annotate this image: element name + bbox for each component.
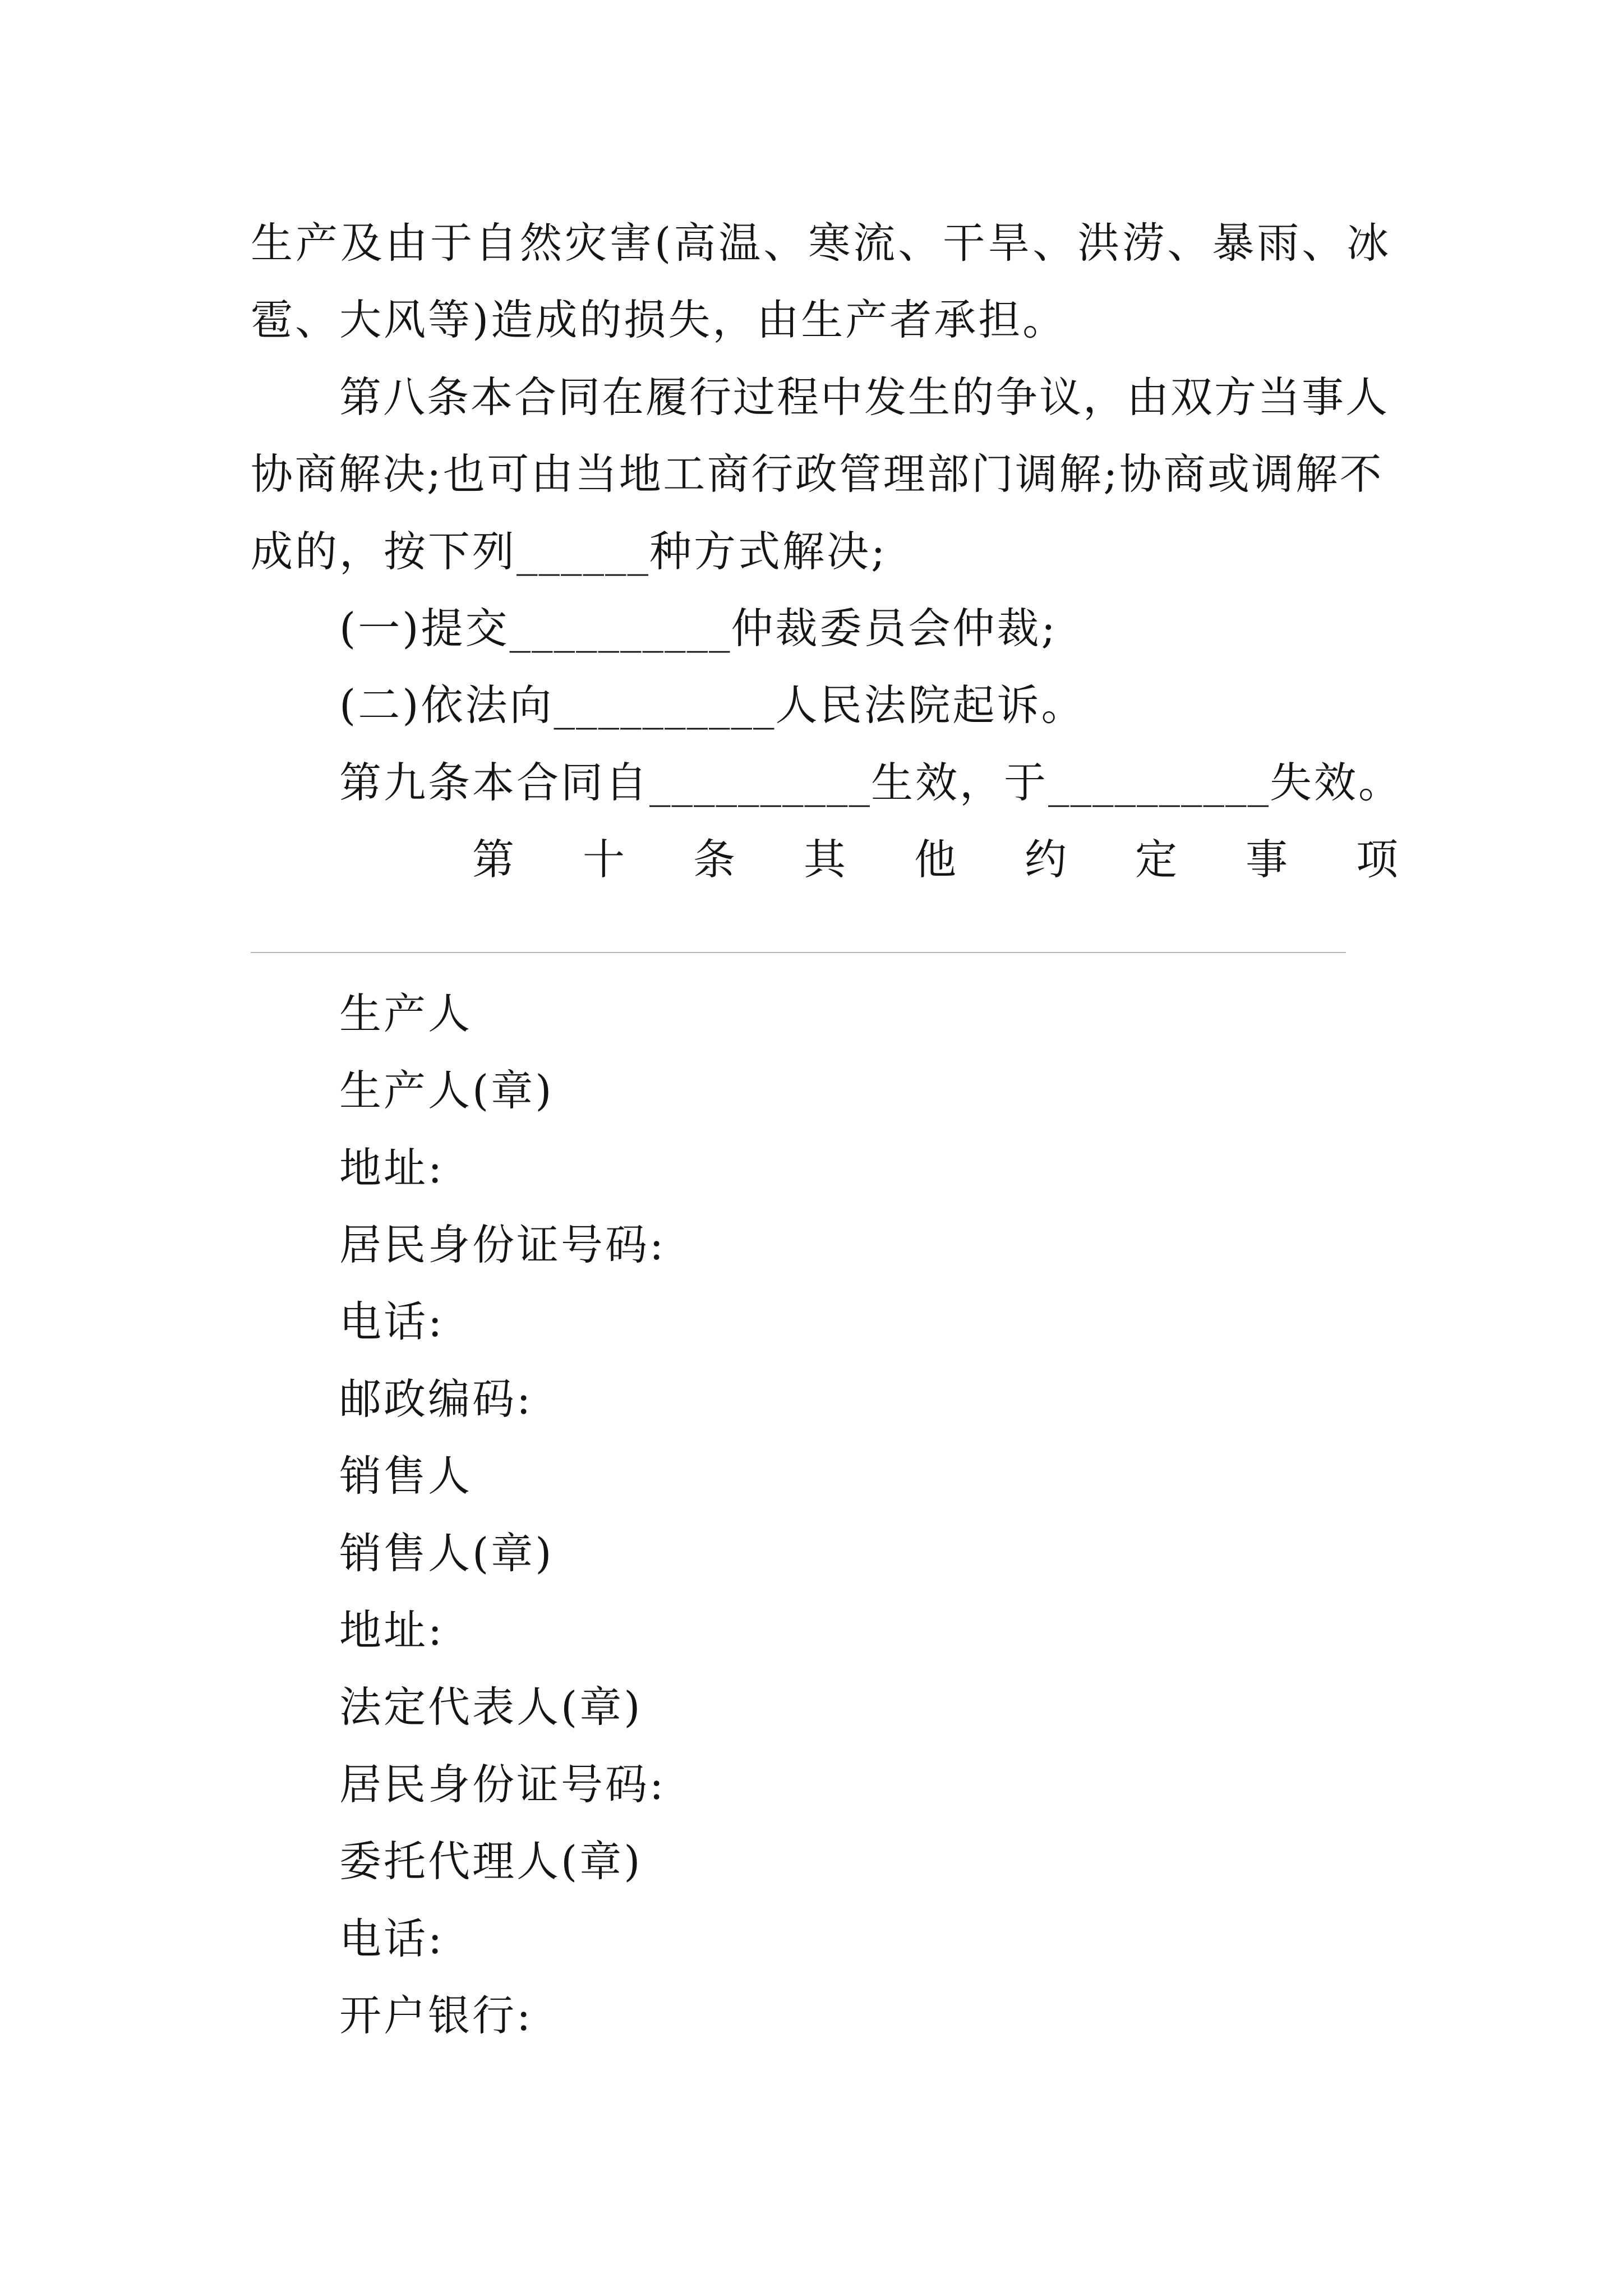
fill-in-blank: __________ bbox=[1048, 757, 1270, 807]
clause-8-line-3-suffix: 种方式解决; bbox=[649, 526, 888, 576]
fill-in-blank: __________ bbox=[649, 757, 872, 807]
fill-in-blank: ______ bbox=[517, 526, 650, 576]
clause-10-heading: 第十条其他约定事项 bbox=[472, 835, 1467, 885]
clause-8-line-2: 协商解决;也可由当地工商行政管理部门调解;协商或调解不 bbox=[251, 449, 1384, 499]
producer-address: 地址: bbox=[339, 1143, 445, 1193]
clause-8-line-3 bbox=[251, 513, 1387, 590]
seller-address: 地址: bbox=[339, 1605, 445, 1655]
seller-bank: 开户银行: bbox=[339, 1990, 533, 2040]
producer-postal-code: 邮政编码: bbox=[339, 1374, 533, 1424]
producer-label: 生产人 bbox=[339, 988, 473, 1038]
clause-9-suffix: 失效。 bbox=[1270, 757, 1403, 807]
seller-label: 销售人 bbox=[339, 1451, 473, 1501]
clause-10-blank-line bbox=[251, 899, 1387, 976]
option-2-prefix: (二)依法向 bbox=[339, 680, 554, 730]
producer-id-number: 居民身份证号码: bbox=[339, 1220, 666, 1270]
contract-text bbox=[251, 205, 1467, 2054]
clause-9-middle: 生效，于 bbox=[871, 757, 1049, 807]
fill-in-blank: __________ bbox=[554, 680, 776, 730]
option-2-suffix: 人民法院起诉。 bbox=[775, 680, 1086, 730]
fill-in-blank: __________ bbox=[509, 603, 731, 653]
clause-8-line-1: 第八条本合同在履行过程中发生的争议，由双方当事人 bbox=[339, 372, 1390, 422]
clause-8-option-1 bbox=[251, 590, 1387, 667]
clause-8-option-2 bbox=[251, 667, 1387, 744]
clause-7-line-2: 雹、大风等)造成的损失，由生产者承担。 bbox=[251, 295, 1067, 345]
clause-9-prefix: 第九条本合同自 bbox=[339, 757, 650, 807]
option-1-suffix: 仲裁委员会仲裁; bbox=[731, 603, 1058, 653]
seller-legal-rep-seal: 法定代表人(章) bbox=[339, 1682, 643, 1732]
clause-8-line-3-prefix: 成的，按下列 bbox=[251, 526, 517, 576]
seller-seal: 销售人(章) bbox=[339, 1528, 554, 1578]
producer-seal: 生产人(章) bbox=[339, 1066, 554, 1116]
producer-phone: 电话: bbox=[339, 1297, 445, 1347]
option-1-prefix: (一)提交 bbox=[339, 603, 510, 653]
divider bbox=[251, 952, 1346, 953]
seller-agent-seal: 委托代理人(章) bbox=[339, 1837, 643, 1887]
clause-9 bbox=[251, 744, 1403, 821]
clause-7-line-1: 生产及由于自然灾害(高温、寒流、干旱、洪涝、暴雨、冰 bbox=[251, 218, 1392, 268]
seller-phone: 电话: bbox=[339, 1913, 445, 1963]
seller-id-number: 居民身份证号码: bbox=[339, 1759, 666, 1809]
